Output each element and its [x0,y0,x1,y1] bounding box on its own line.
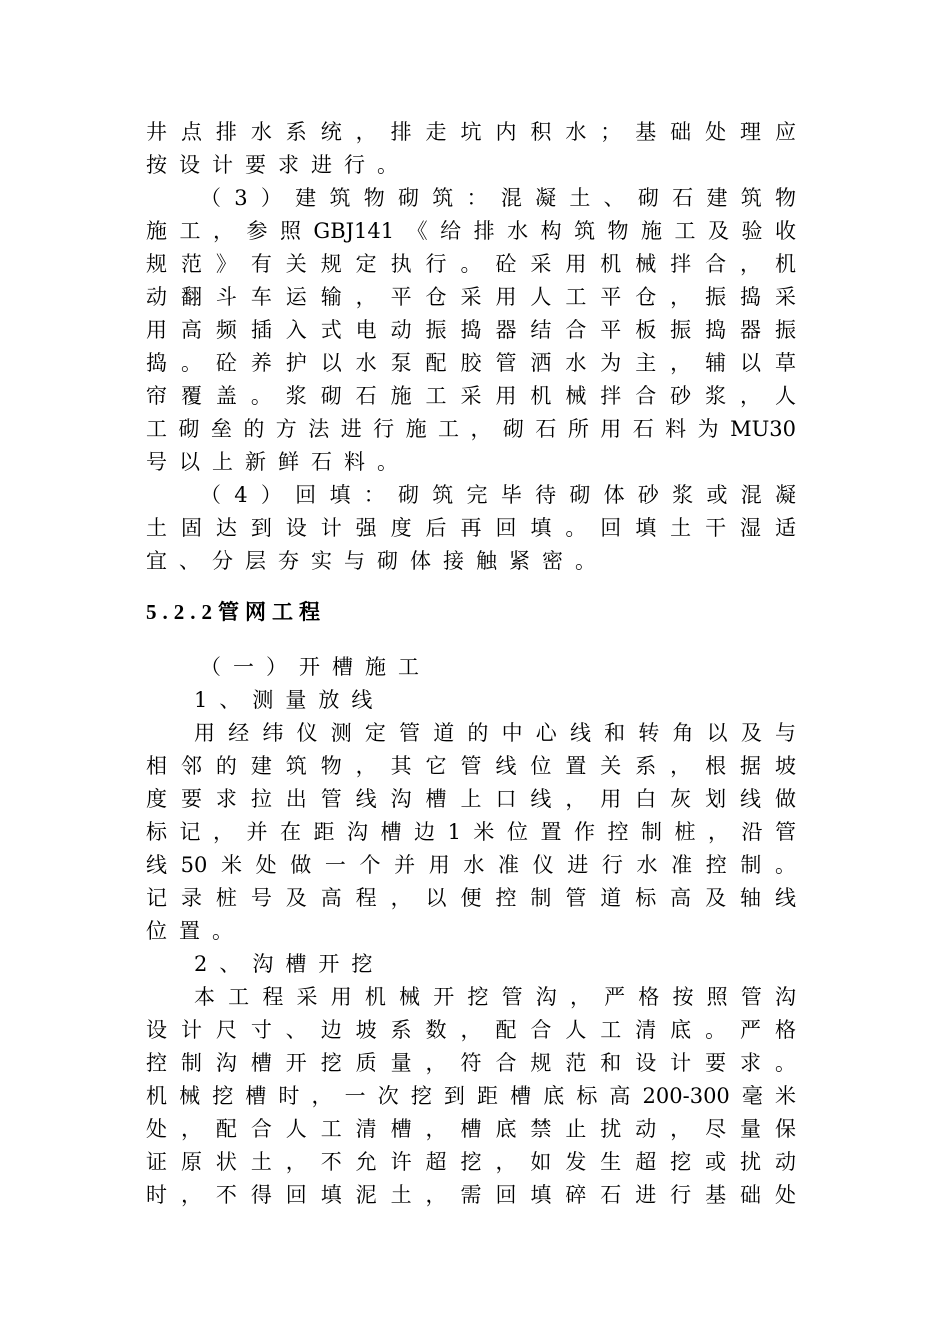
text-line: （3）建筑物砌筑：混凝土、砌石建筑物 [200,186,796,210]
text-line: 用经纬仪测定管道的中心线和转角以及与 [194,721,796,745]
text-line: 本工程采用机械开挖管沟，严格按照管沟 [194,985,796,1009]
text-line: 规范》有关规定执行。砼采用机械拌合，机 [146,252,796,276]
text-line: 记录桩号及高程，以便控制管道标高及轴线 [146,886,796,910]
text-line: 用高频插入式电动振捣器结合平板振捣器振 [146,318,796,342]
text-line: 机械挖槽时，一次挖到距槽底标高200-300毫米 [146,1084,796,1108]
text-line: 控制沟槽开挖质量，符合规范和设计要求。 [146,1051,796,1075]
text-line: 号以上新鲜石料。 [146,450,410,474]
text-line: 位置。 [146,919,245,943]
item-title: 2、沟槽开挖 [194,952,385,976]
text-line: 动翻斗车运输，平仓采用人工平仓，振捣采 [146,285,796,309]
text-line: 工砌垒的方法进行施工，砌石所用石料为MU30 [146,417,796,441]
text-line: （4）回填：砌筑完毕待砌体砂浆或混凝 [200,483,796,507]
text-line: 设计尺寸、边坡系数，配合人工清底。严格 [146,1018,796,1042]
text-line: 宜、分层夯实与砌体接触紧密。 [146,549,608,573]
text-line: 捣。砼养护以水泵配胶管洒水为主，辅以草 [146,351,796,375]
item-title: 1、测量放线 [194,688,385,712]
text-line: 标记，并在距沟槽边1米位置作控制桩，沿管 [146,820,796,844]
text-line: 线50米处做一个并用水准仪进行水准控制。 [146,853,796,877]
text-line: 证原状土，不允许超挖，如发生超挖或扰动 [146,1150,796,1174]
text-line: 度要求拉出管线沟槽上口线，用白灰划线做 [146,787,796,811]
text-line: 帘覆盖。浆砌石施工采用机械拌合砂浆，人 [146,384,796,408]
section-heading: 5.2.2管网工程 [146,600,326,624]
text-line: 土固达到设计强度后再回填。回填土干湿适 [146,516,796,540]
text-line: 时，不得回填泥土，需回填碎石进行基础处 [146,1183,796,1207]
text-line: 相邻的建筑物，其它管线位置关系，根据坡 [146,754,796,778]
text-line: 施工，参照GBJ141《给排水构筑物施工及验收 [146,219,796,243]
text-line: 按设计要求进行。 [146,153,410,177]
text-line: 井点排水系统，排走坑内积水；基础处理应 [146,120,796,144]
text-line: 处，配合人工清槽，槽底禁止扰动，尽量保 [146,1117,796,1141]
subsection-title: （一）开槽施工 [200,655,431,679]
